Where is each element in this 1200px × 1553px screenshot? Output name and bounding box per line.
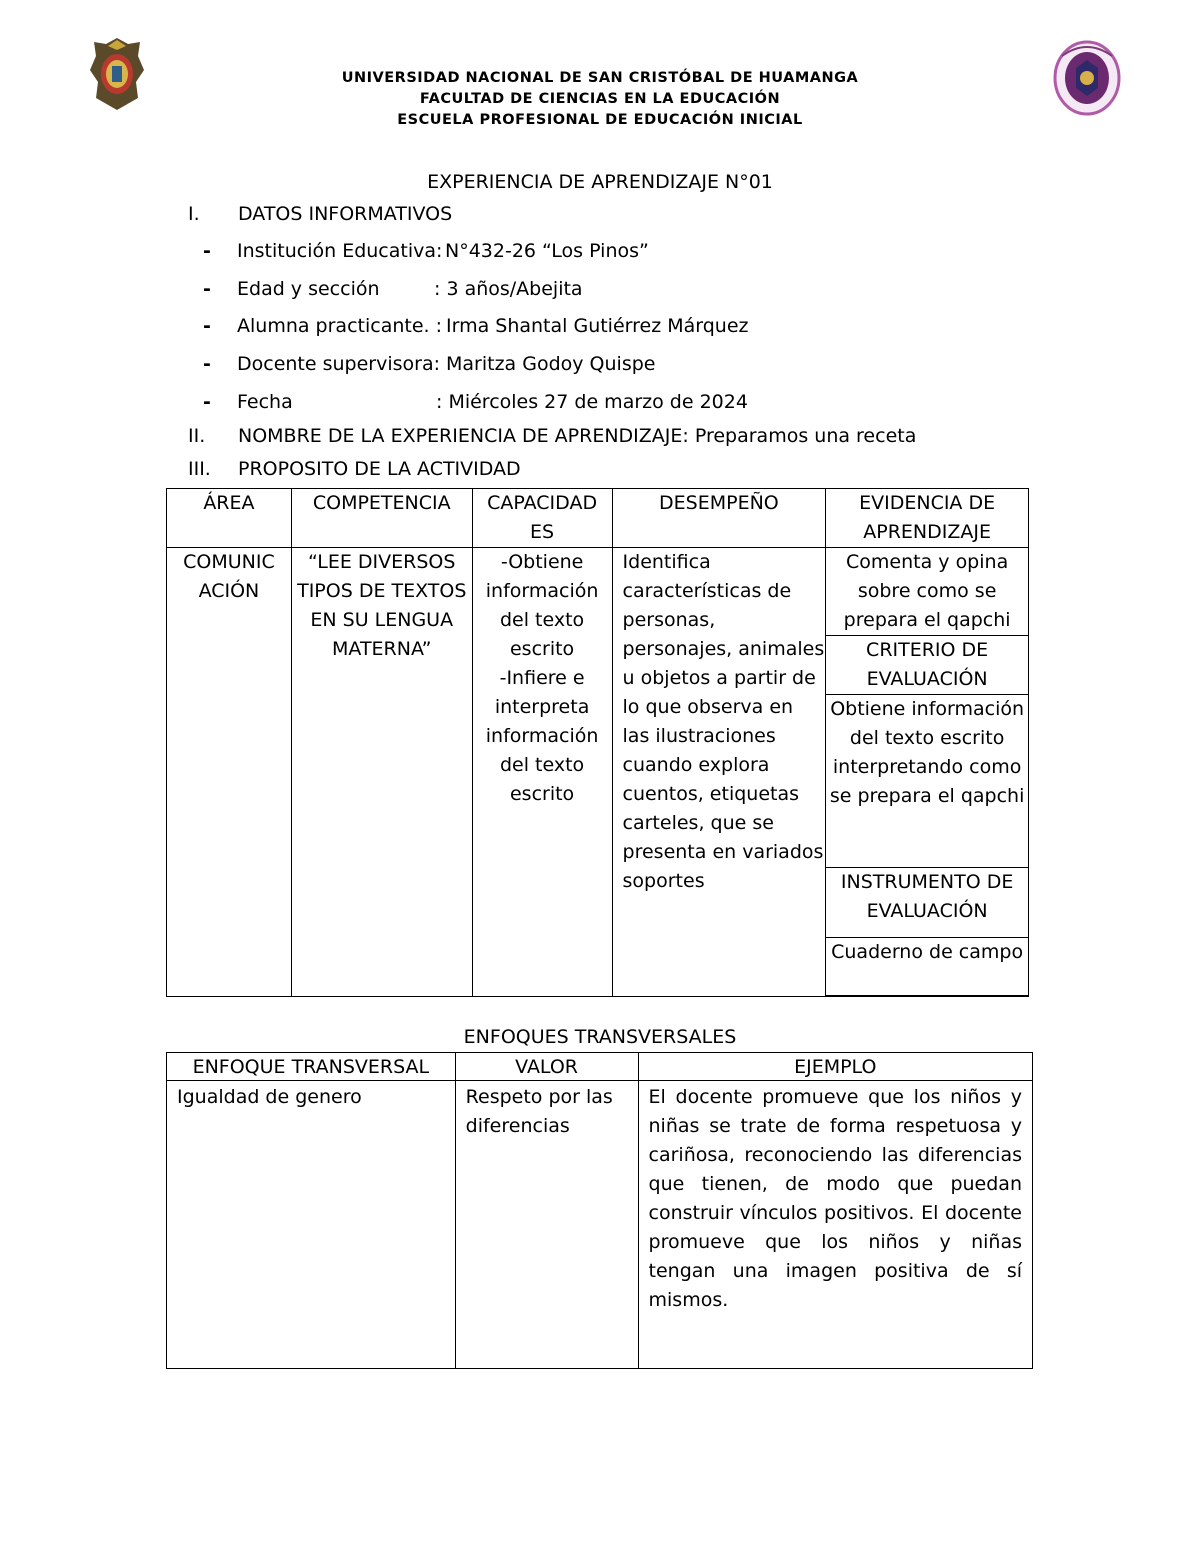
cell-competencia: “LEE DIVERSOS TIPOS DE TEXTOS EN SU LENGUA MATERNA” (291, 548, 472, 997)
section-heading: PROPOSITO DE LA ACTIVIDAD (238, 458, 521, 480)
school-name: ESCUELA PROFESIONAL DE EDUCACIÓN INICIAL (397, 112, 803, 128)
capacidad-item: -Obtiene información del texto escrito (485, 551, 599, 660)
info-label: Edad y sección (237, 278, 380, 300)
header-area: ÁREA (167, 489, 292, 548)
table-row (167, 1081, 1033, 1369)
info-item-alumna: - Alumna practicante. : Irma Shantal Gutiérrez Márquez (203, 315, 749, 337)
section-number: I. (188, 203, 200, 225)
cell-capacidades (472, 548, 612, 997)
info-label: Fecha (237, 391, 293, 413)
section-proposito (188, 458, 1088, 484)
header-evidencia: EVIDENCIA DE APRENDIZAJE (826, 489, 1029, 548)
header-desempeno: DESEMPEÑO (612, 489, 826, 548)
section-heading: DATOS INFORMATIVOS (238, 203, 453, 225)
section-heading: NOMBRE DE LA EXPERIENCIA DE APRENDIZAJE: (238, 425, 689, 447)
cell-valor: Respeto por las diferencias (455, 1081, 638, 1369)
info-value: : Miércoles 27 de marzo de 2024 (436, 391, 748, 413)
faculty-name: FACULTAD DE CIENCIAS EN LA EDUCACIÓN (419, 91, 781, 107)
section-number: II. (188, 425, 206, 447)
info-item-edad: - Edad y sección : 3 años/Abejita (203, 278, 583, 300)
cell-enfoque: Igualdad de genero (167, 1081, 456, 1369)
header-ejemplo: EJEMPLO (638, 1053, 1032, 1081)
info-value: N°432-26 “Los Pinos” (445, 240, 649, 262)
purpose-table (166, 488, 1029, 997)
enfoques-table (166, 1052, 1033, 1369)
instrumento-header: INSTRUMENTO DE EVALUACIÓN (826, 868, 1029, 938)
info-label: Docente supervisora: (237, 353, 441, 375)
info-item-docente: - Docente supervisora: Maritza Godoy Quispe (203, 353, 656, 375)
info-value: Irma Shantal Gutiérrez Márquez (446, 315, 749, 337)
header-valor: VALOR (455, 1053, 638, 1081)
university-name: UNIVERSIDAD NACIONAL DE SAN CRISTÓBAL DE HUAMANGA (341, 70, 859, 86)
info-value: : 3 años/Abejita (434, 278, 583, 300)
document-title: EXPERIENCIA DE APRENDIZAJE N°01 (427, 171, 773, 193)
section-datos-informativos (188, 203, 1088, 229)
capacidad-item: -Infiere e interpreta información del texto escrito (485, 667, 599, 805)
header-capacidades: CAPACIDAD ES (472, 489, 612, 548)
header-enfoque: ENFOQUE TRANSVERSAL (167, 1053, 456, 1081)
header-competencia: COMPETENCIA (291, 489, 472, 548)
cell-desempeno: Identifica características de personas, personajes, animales u objetos a partir de lo que observa en las ilustraciones cuando explora cuentos, etiquetas carteles, que se presenta en variados soportes (612, 548, 826, 997)
experience-name: Preparamos una receta (688, 425, 917, 447)
cell-area: COMUNIC ACIÓN (167, 548, 292, 997)
info-item-institucion: - Institución Educativa: N°432-26 “Los Pinos” (203, 240, 649, 262)
info-value: Maritza Godoy Quispe (446, 353, 656, 375)
cell-criterio: Obtiene información del texto escrito interpretando como se prepara el qapchi (826, 695, 1029, 868)
cell-instrumento: Cuaderno de campo (826, 938, 1029, 996)
section-number: III. (188, 458, 211, 480)
table-row (167, 548, 1029, 636)
enfoques-title: ENFOQUES TRANSVERSALES (463, 1026, 737, 1048)
info-item-fecha: - Fecha : Miércoles 27 de marzo de 2024 (203, 391, 748, 413)
info-label: Alumna practicante. : (237, 315, 442, 337)
cell-ejemplo: El docente promueve que los niños y niñas se trate de forma respetuosa y cariñosa, reconociendo las diferencias que tienen, de modo que puedan construir vínculos positivos. El docente promueve que los niños y niñas tengan una imagen positiva de sí mismos. (638, 1081, 1032, 1369)
table-header-row (167, 1053, 1033, 1081)
cell-evidencia: Comenta y opina sobre como se prepara el qapchi (826, 548, 1029, 636)
criterio-header: CRITERIO DE EVALUACIÓN (826, 636, 1029, 695)
info-label: Institución Educativa: (237, 240, 443, 262)
table-header-row (167, 489, 1029, 548)
section-nombre-experiencia (188, 425, 1088, 451)
